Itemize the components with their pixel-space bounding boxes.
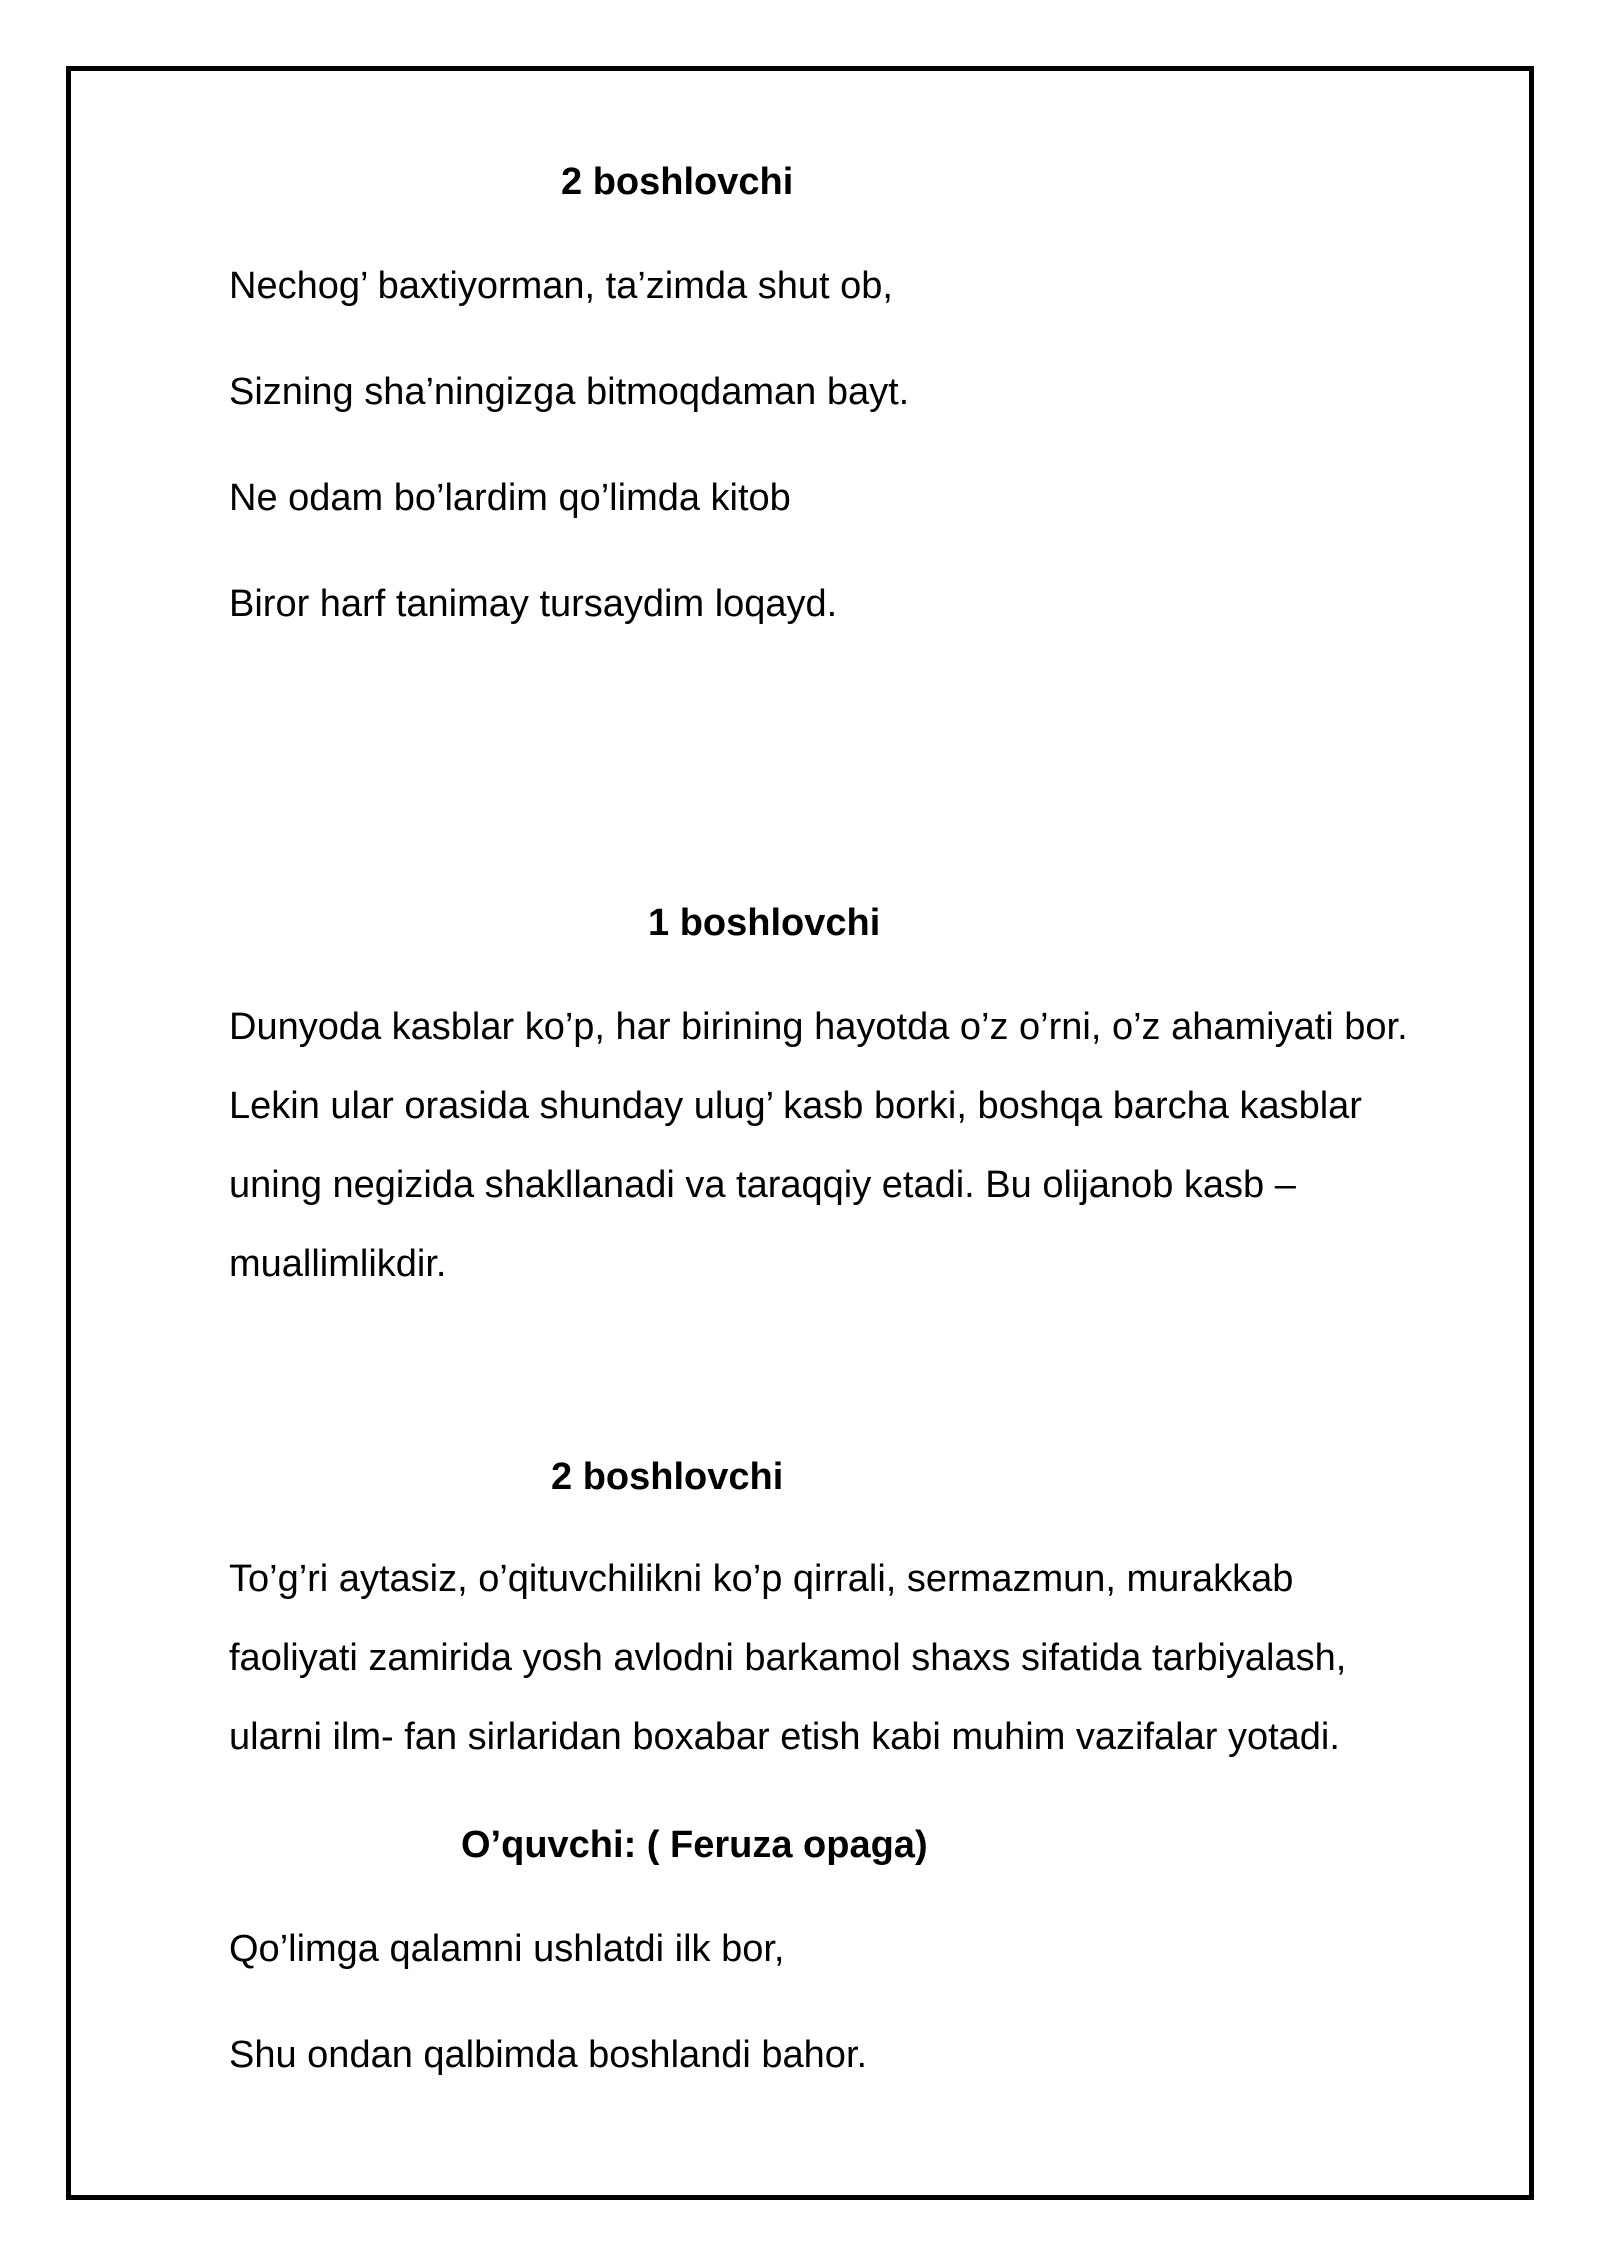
verse-line: Sizning sha’ningizga bitmoqdaman bayt. [229, 371, 910, 413]
paragraph-line: muallimlikdir. [229, 1243, 447, 1285]
paragraph-line: uning negizida shakllanadi va taraqqiy etadi. Bu olijanob kasb – [229, 1164, 1296, 1206]
paragraph-line: faoliyati zamirida yosh avlodni barkamol shaxs sifatida tarbiyalash, [229, 1637, 1347, 1679]
verse-line: Shu ondan qalbimda boshlandi bahor. [229, 2034, 868, 2076]
paragraph-line: Lekin ular orasida shunday ulug’ kasb borki, boshqa barcha kasblar [229, 1085, 1362, 1127]
paragraph-line: Dunyoda kasblar ko’p, har birining hayotda o’z o’rni, o’z ahamiyati bor. [229, 1006, 1408, 1048]
verse-line: Nechog’ baxtiyorman, ta’zimda shut ob, [229, 265, 893, 307]
paragraph [229, 988, 1529, 1304]
verse-line: Biror harf tanimay tursaydim loqayd. [229, 583, 838, 625]
speaker-heading: 2 boshlovchi [561, 161, 794, 203]
speaker-heading: O’quvchi: ( Feruza opaga) [461, 1824, 928, 1866]
verse-line: Qo’limga qalamni ushlatdi ilk bor, [229, 1928, 785, 1970]
paragraph-line: ularni ilm- fan sirlaridan boxabar etish kabi muhim vazifalar yotadi. [229, 1716, 1340, 1758]
verse-line: Ne odam bo’lardim qo’limda kitob [229, 477, 791, 519]
speaker-heading: 1 boshlovchi [648, 902, 881, 944]
paragraph [229, 1540, 1529, 1777]
speaker-heading: 2 boshlovchi [551, 1456, 784, 1498]
paragraph-line: To’g’ri aytasiz, o’qituvchilikni ko’p qirrali, sermazmun, murakkab [229, 1558, 1294, 1600]
